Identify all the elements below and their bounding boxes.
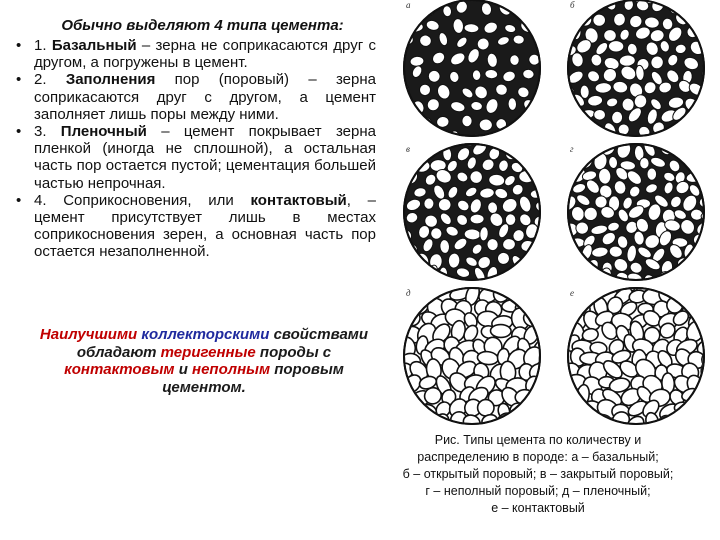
grain	[684, 120, 699, 137]
grain	[700, 397, 720, 423]
grain	[554, 181, 570, 197]
panel-label: в	[406, 144, 410, 154]
cement-types-figure	[388, 0, 720, 430]
cement-panel-film	[388, 269, 561, 430]
conclusion-fragment: коллекторскими	[141, 326, 270, 343]
grain	[472, 70, 481, 81]
grain	[555, 98, 570, 113]
grain	[664, 271, 683, 289]
caption-line: распределению в породе: а – базальный;	[417, 450, 659, 464]
panel-label: а	[406, 0, 411, 10]
grain	[388, 395, 410, 421]
conclusion-fragment: теригенные	[160, 343, 256, 361]
grain	[391, 146, 402, 161]
grain	[486, 238, 498, 251]
grain	[527, 251, 545, 268]
grain	[391, 202, 404, 215]
grain	[550, 287, 572, 300]
grain	[519, 269, 532, 280]
grain	[535, 113, 548, 127]
grain	[686, 282, 709, 306]
grain	[521, 147, 533, 159]
grain	[570, 123, 589, 140]
grain	[391, 101, 405, 115]
conclusion-fragment: и	[174, 361, 193, 378]
grain	[560, 130, 577, 147]
grain	[594, 109, 606, 120]
grain	[388, 167, 404, 186]
grain	[495, 281, 512, 293]
cement-panel-basal	[390, 0, 552, 149]
grain	[685, 156, 697, 172]
grain	[534, 401, 559, 424]
grain	[388, 263, 405, 281]
panel-label: е	[570, 288, 574, 298]
grain	[534, 389, 549, 407]
grain	[674, 133, 689, 148]
grain	[553, 57, 567, 71]
grain	[502, 238, 516, 250]
grain	[674, 141, 691, 158]
grain	[679, 131, 696, 148]
conclusion-fragment: породы с	[255, 343, 332, 361]
slide-heading: Обычно выделяют 4 типа цемента:	[61, 17, 344, 34]
grain	[521, 284, 546, 307]
grain	[522, 0, 537, 1]
grain	[593, 14, 606, 27]
grain	[526, 280, 541, 292]
grain	[586, 272, 602, 283]
conclusion-fragment: контактовым	[64, 361, 175, 378]
grain	[424, 198, 434, 210]
cement-types-list	[14, 37, 376, 261]
caption-line: Рис. Типы цемента по количеству и	[434, 433, 642, 447]
grain	[422, 273, 446, 295]
grain	[513, 35, 525, 45]
grain	[431, 0, 439, 3]
grain	[700, 99, 713, 112]
grain	[696, 155, 710, 173]
grain	[490, 324, 511, 337]
conclusion-fragment: неполным	[192, 361, 271, 378]
panel-label: г	[570, 144, 574, 154]
grain	[554, 208, 567, 222]
grain	[553, 27, 569, 39]
grain	[703, 234, 720, 252]
conclusion-text	[28, 326, 380, 396]
grain	[417, 279, 433, 293]
grain	[540, 310, 554, 328]
grain	[554, 71, 567, 85]
cement-type-text: 1.	[34, 37, 52, 54]
grain	[393, 385, 414, 407]
cement-type-text: – зерна не соприкасаются друг с другом, а погружены в цемент.	[34, 37, 376, 72]
grain	[402, 412, 425, 430]
grain	[555, 233, 572, 249]
grain	[448, 0, 459, 1]
grain	[505, 135, 517, 148]
grain	[512, 283, 529, 296]
grain	[391, 241, 405, 257]
grain	[556, 259, 570, 271]
cement-type-name: контактовый	[250, 191, 347, 209]
grain	[390, 131, 401, 145]
grain	[573, 269, 597, 293]
grain	[702, 285, 720, 306]
cement-type-name: Пленочный	[60, 123, 147, 141]
grain	[521, 398, 544, 420]
grain	[479, 119, 493, 131]
grain	[497, 273, 522, 294]
grain	[692, 137, 707, 151]
grain	[691, 257, 707, 270]
grain	[701, 311, 720, 333]
grain	[409, 272, 432, 294]
grain	[709, 182, 720, 198]
grain	[559, 297, 583, 315]
caption-line: б – открытый поровый; в – закрытый поровый;	[402, 467, 674, 481]
grain	[428, 280, 443, 294]
grain	[704, 410, 720, 430]
grain	[693, 389, 711, 406]
grain	[560, 14, 577, 31]
grain	[562, 156, 573, 174]
grain	[608, 40, 624, 52]
grain	[413, 130, 427, 142]
grain	[514, 271, 534, 291]
grain	[524, 414, 543, 429]
cement-type-item	[14, 37, 376, 71]
grain	[691, 13, 701, 25]
grain	[679, 0, 696, 14]
grain	[515, 0, 530, 15]
grain	[523, 129, 541, 143]
grain	[392, 322, 406, 344]
grain	[576, 132, 593, 148]
cement-type-item	[14, 123, 376, 192]
grain	[402, 120, 415, 128]
grain	[695, 296, 717, 316]
panel-label: д	[406, 288, 411, 298]
panel-label: б	[570, 0, 575, 10]
grain	[509, 54, 519, 66]
grain	[527, 269, 549, 292]
cement-panel-contact	[547, 269, 720, 430]
cement-type-text: 2.	[34, 71, 66, 89]
grain	[536, 146, 550, 160]
grain	[695, 130, 710, 145]
grain	[401, 130, 415, 144]
grain	[704, 142, 720, 159]
grain	[536, 4, 552, 22]
grain	[414, 134, 429, 148]
conclusion-fragment: поровым цементом.	[162, 361, 344, 396]
caption-line: е – контактовый	[491, 501, 585, 515]
cement-type-text: 4. Соприкосновения, или	[34, 191, 251, 209]
grain	[647, 168, 657, 180]
grain	[536, 263, 553, 280]
conclusion-fragment: свойствами обладают	[76, 326, 369, 361]
grain	[563, 245, 577, 259]
cement-type-name: Базальный	[51, 37, 137, 54]
grain	[428, 129, 443, 143]
grain	[674, 402, 692, 415]
cement-type-text: , – цемент присутствует лишь в местах соприкосновения зерен, а основная часть пор остается незаполненной.	[34, 191, 376, 261]
cement-type-item	[14, 71, 376, 123]
grain	[557, 272, 578, 292]
grain	[553, 168, 573, 188]
grain	[664, 130, 683, 144]
grain	[393, 271, 416, 293]
grain	[462, 115, 472, 127]
grain	[701, 121, 715, 134]
grain	[553, 119, 572, 139]
grain	[557, 271, 567, 286]
grain	[708, 259, 720, 273]
grain	[391, 16, 406, 31]
grain	[687, 143, 702, 158]
grain	[705, 167, 716, 182]
grain	[390, 70, 403, 79]
cement-panel-open-pore	[553, 0, 717, 154]
grain	[676, 272, 692, 287]
grain	[392, 298, 417, 318]
caption-line: г – неполный поровый; д – пленочный;	[425, 484, 651, 498]
grain	[673, 413, 693, 430]
grain	[542, 375, 559, 394]
grain	[688, 397, 710, 420]
grain	[536, 319, 558, 341]
grain	[521, 133, 537, 149]
grain	[566, 258, 586, 278]
grain	[528, 158, 543, 172]
grain	[418, 416, 438, 430]
grain	[512, 131, 528, 144]
grain	[537, 170, 551, 184]
cement-type-text: – цемент покрывает зерна пленкой (иногда не сплошной), а остальная часть пор остается пустой; цементация большей частью непрочная.	[34, 123, 376, 192]
grain	[388, 411, 405, 430]
grain	[401, 281, 426, 305]
grain	[677, 0, 688, 1]
grain	[388, 376, 407, 397]
cement-type-text: пор (поровый) – зерна соприкасаются друг с другом, а цемент заполняет лишь поры между ними.	[34, 71, 376, 123]
cement-panel-incomplete-pore	[553, 127, 720, 289]
grain	[427, 132, 440, 144]
cement-panel-closed-pore	[388, 128, 552, 299]
grain	[696, 0, 716, 19]
grain	[390, 312, 409, 333]
grain	[508, 98, 517, 111]
grain	[640, 158, 649, 169]
grain	[688, 412, 707, 430]
grain	[396, 155, 413, 172]
grain	[540, 410, 561, 430]
grain	[408, 271, 423, 283]
cement-type-text: 3.	[34, 123, 61, 141]
grain	[554, 311, 573, 332]
grain	[698, 243, 712, 261]
grain	[677, 274, 698, 290]
grain	[701, 373, 720, 393]
grain	[563, 106, 579, 122]
grain	[658, 0, 672, 3]
figure-caption	[388, 432, 688, 517]
conclusion-fragment: Наилучшими	[39, 326, 142, 343]
grain	[703, 268, 720, 284]
grain	[701, 25, 717, 41]
grain	[398, 251, 413, 267]
grain	[536, 242, 549, 256]
grain	[571, 269, 585, 283]
cement-type-name: Заполнения	[65, 71, 156, 89]
grain	[555, 403, 573, 417]
grain	[568, 412, 586, 430]
grain	[685, 267, 704, 285]
grain	[581, 413, 600, 429]
grain	[576, 135, 592, 149]
cement-type-item	[14, 192, 376, 261]
grain	[528, 296, 550, 318]
grain	[419, 84, 430, 96]
grain	[694, 270, 717, 293]
grain	[470, 214, 484, 224]
grain	[547, 409, 573, 430]
grain	[543, 285, 557, 304]
grain	[592, 132, 610, 149]
